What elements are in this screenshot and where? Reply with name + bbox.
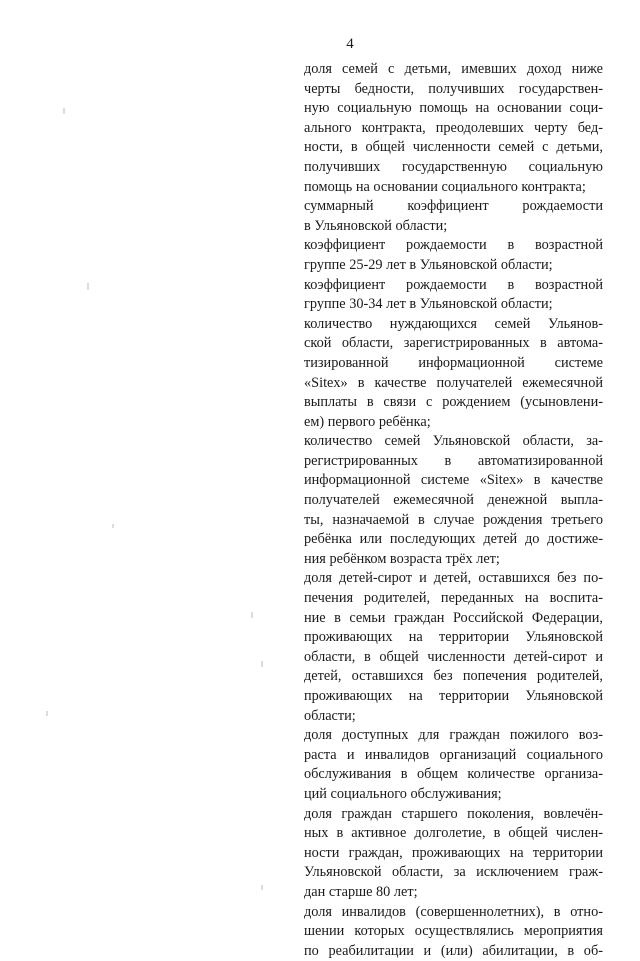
text-line: ты, назначаемой в случае рождения третьего [304,511,603,528]
paragraph [304,903,603,961]
text-line: проживающих на территории Ульяновской [304,629,603,646]
text-line: области; [304,707,356,724]
paragraph [304,60,603,197]
text-line: ребёнка или последующих детей до достиже- [304,531,603,548]
text-line: по реабилитации и (или) абилитации, в об- [304,942,603,959]
text-line: количество нуждающихся семей Ульянов- [304,315,603,332]
text-line: ние в семьи граждан Российской Федерации, [304,609,603,626]
text-line: ности, в общей численности семей с детьми, [304,139,603,156]
text-line: доля детей-сирот и детей, оставшихся без по- [304,570,603,587]
text-line: коэффициент рождаемости в возрастной [304,237,603,254]
paragraph [304,276,603,315]
text-line: ем) первого ребёнка; [304,413,431,430]
text-column [304,60,603,961]
text-line: доля доступных для граждан пожилого воз- [304,727,603,744]
paragraph [304,315,603,433]
text-line: суммарный коэффициент рождаемости [304,198,603,215]
text-line: группе 30-34 лет в Ульяновской области; [304,296,553,313]
paragraph [304,569,603,726]
text-line: ской области, зарегистрированных в автома- [304,335,603,352]
text-line: дан старше 80 лет; [304,883,418,900]
text-line: ций социального обслуживания; [304,785,502,802]
text-line: информационной системе «Sitex» в качестве [304,472,603,489]
text-line: выплаты в связи с рождением (усыновлени- [304,394,603,411]
text-line: черты бедности, получивших государствен- [304,80,603,97]
text-line: обслуживания в общем количестве организа- [304,766,603,783]
text-line: помощь на основании социального контракта; [304,178,586,195]
text-line: в Ульяновской области; [304,217,448,234]
text-line: доля граждан старшего поколения, вовлечён- [304,805,603,822]
page-number: 4 [346,36,354,52]
text-line: ную социальную помощь на основании соци- [304,100,603,117]
text-line: доля семей с детьми, имевших доход ниже [304,61,603,77]
text-line: количество семей Ульяновской области, за- [304,433,603,450]
text-line: коэффициент рождаемости в возрастной [304,276,603,293]
text-line: ального контракта, преодолевших черту бед- [304,119,603,136]
paragraph [304,726,603,804]
text-line: регистрированных в автоматизированной [304,452,603,469]
text-line: тизированной информационной системе [304,354,603,371]
text-line: получателей ежемесячной денежной выпла- [304,492,603,509]
text-line: группе 25-29 лет в Ульяновской области; [304,256,553,273]
paragraph [304,236,603,275]
text-line: «Sitex» в качестве получателей ежемесячной [304,374,603,391]
text-line: ния ребёнком возраста трёх лет; [304,550,500,567]
text-line: ных в активное долголетие, в общей числен- [304,825,603,842]
text-line: ности граждан, проживающих на территории [304,844,603,861]
text-line: Ульяновской области, за исключением граж- [304,864,603,881]
text-line: раста и инвалидов организаций социального [304,746,603,763]
paragraph [304,432,603,569]
paragraph [304,805,603,903]
text-line: шении которых осуществлялись мероприятия [304,923,603,940]
paragraph [304,197,603,236]
text-line: печения родителей, переданных на воспита- [304,590,603,607]
text-line: области, в общей численности детей-сирот и [304,648,603,665]
text-line: детей, оставшихся без попечения родителей, [304,668,603,685]
text-line: получивших государственную социальную [304,158,603,175]
text-line: проживающих на территории Ульяновской [304,688,603,704]
text-line: доля инвалидов (совершеннолетних), в отно- [304,903,603,920]
